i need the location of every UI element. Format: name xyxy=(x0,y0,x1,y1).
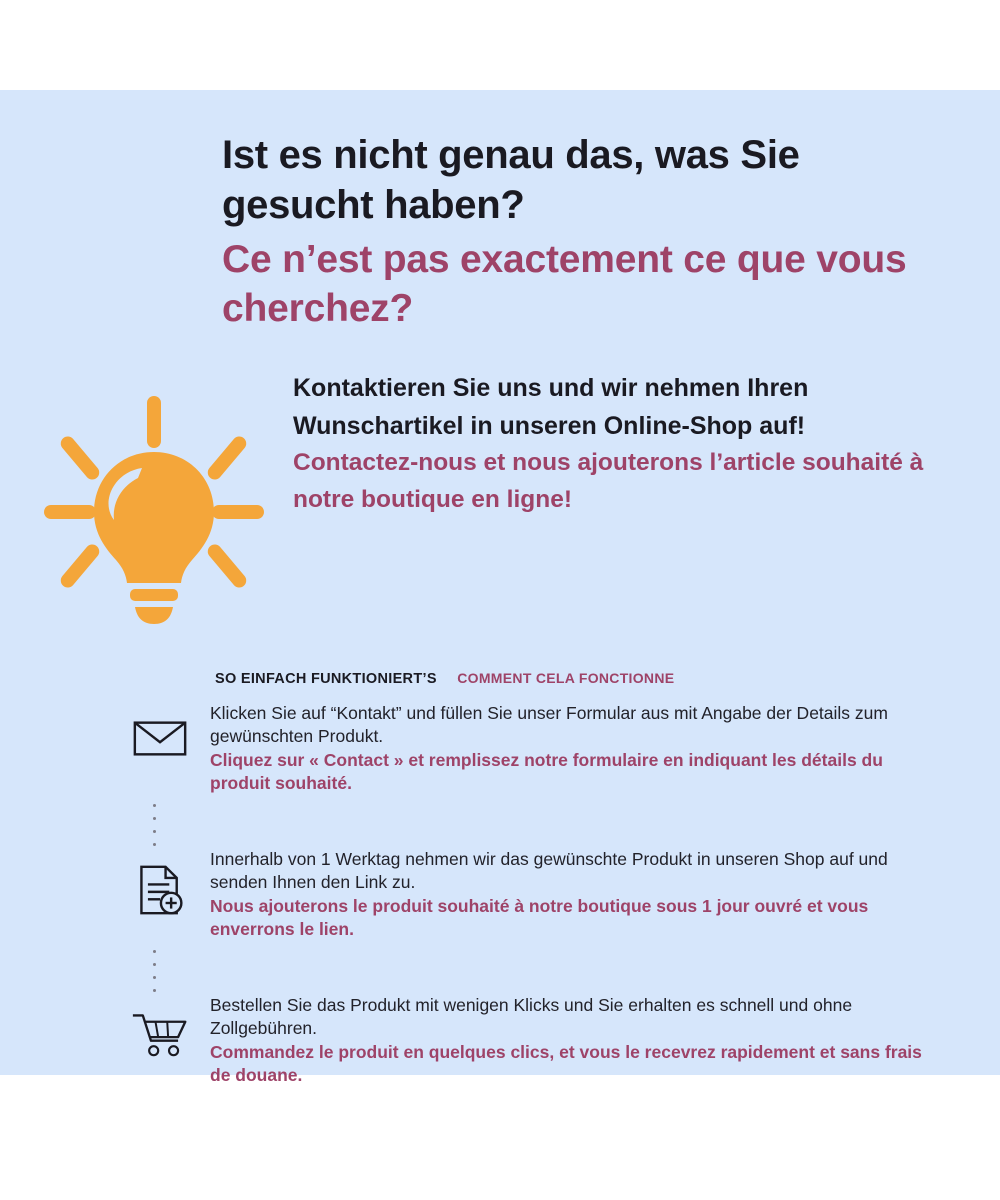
headline-block xyxy=(222,130,942,334)
step-french: Cliquez sur « Contact » et remplissez notre formulaire en indiquant les détails du produit souhaité. xyxy=(210,749,883,793)
step-french: Commandez le produit en quelques clics, et vous le recevrez rapidement et sans frais de douane. xyxy=(210,1041,922,1085)
lightbulb-icon xyxy=(38,390,268,630)
list-item xyxy=(0,992,1000,1096)
step-french: Nous ajouterons le produit souhaité à notre boutique sous 1 jour ouvré et vous enverrons le lien. xyxy=(210,895,869,939)
steps-list xyxy=(0,700,1000,1096)
step-german: Innerhalb von 1 Werktag nehmen wir das gewünschte Produkt in unseren Shop auf und senden Ihnen den Link zu. xyxy=(210,849,888,893)
step-german: Bestellen Sie das Produkt mit wenigen Klicks und Sie erhalten es schnell und ohne Zollgebühren. xyxy=(210,995,853,1039)
envelope-icon xyxy=(110,700,210,759)
document-add-icon xyxy=(110,846,210,916)
promo-banner xyxy=(0,90,1000,1085)
step-text xyxy=(210,846,930,941)
steps-title-german: SO EINFACH FUNKTIONIERT’S xyxy=(215,671,437,687)
subhead-block xyxy=(0,370,1000,650)
connector-dot xyxy=(153,817,156,820)
connector-dot xyxy=(153,804,156,807)
headline-french: Ce n’est pas exactement ce que vous cherchez? xyxy=(222,238,907,330)
step-text xyxy=(210,700,930,795)
step-connector xyxy=(152,950,156,992)
headline-german: Ist es nicht genau das, was Sie gesucht haben? xyxy=(222,133,800,227)
list-item xyxy=(0,700,1000,804)
connector-dot xyxy=(153,950,156,953)
subhead-french: Contactez-nous et nous ajouterons l’article souhaité à notre boutique en ligne! xyxy=(293,449,924,513)
connector-dot xyxy=(153,963,156,966)
step-connector xyxy=(152,804,156,846)
list-item xyxy=(0,846,1000,950)
subhead-german: Kontaktieren Sie uns und wir nehmen Ihren Wunschartikel in unseren Online-Shop auf! xyxy=(293,374,809,440)
connector-dot xyxy=(153,976,156,979)
step-text xyxy=(210,992,930,1087)
step-german: Klicken Sie auf “Kontakt” und füllen Sie unser Formular aus mit Angabe der Details zum gewünschten Produkt. xyxy=(210,703,888,747)
steps-title xyxy=(215,670,674,688)
connector-dot xyxy=(153,830,156,833)
steps-title-french: COMMENT CELA FONCTIONNE xyxy=(457,670,675,686)
shopping-cart-icon xyxy=(110,992,210,1057)
subhead-text xyxy=(293,370,933,519)
